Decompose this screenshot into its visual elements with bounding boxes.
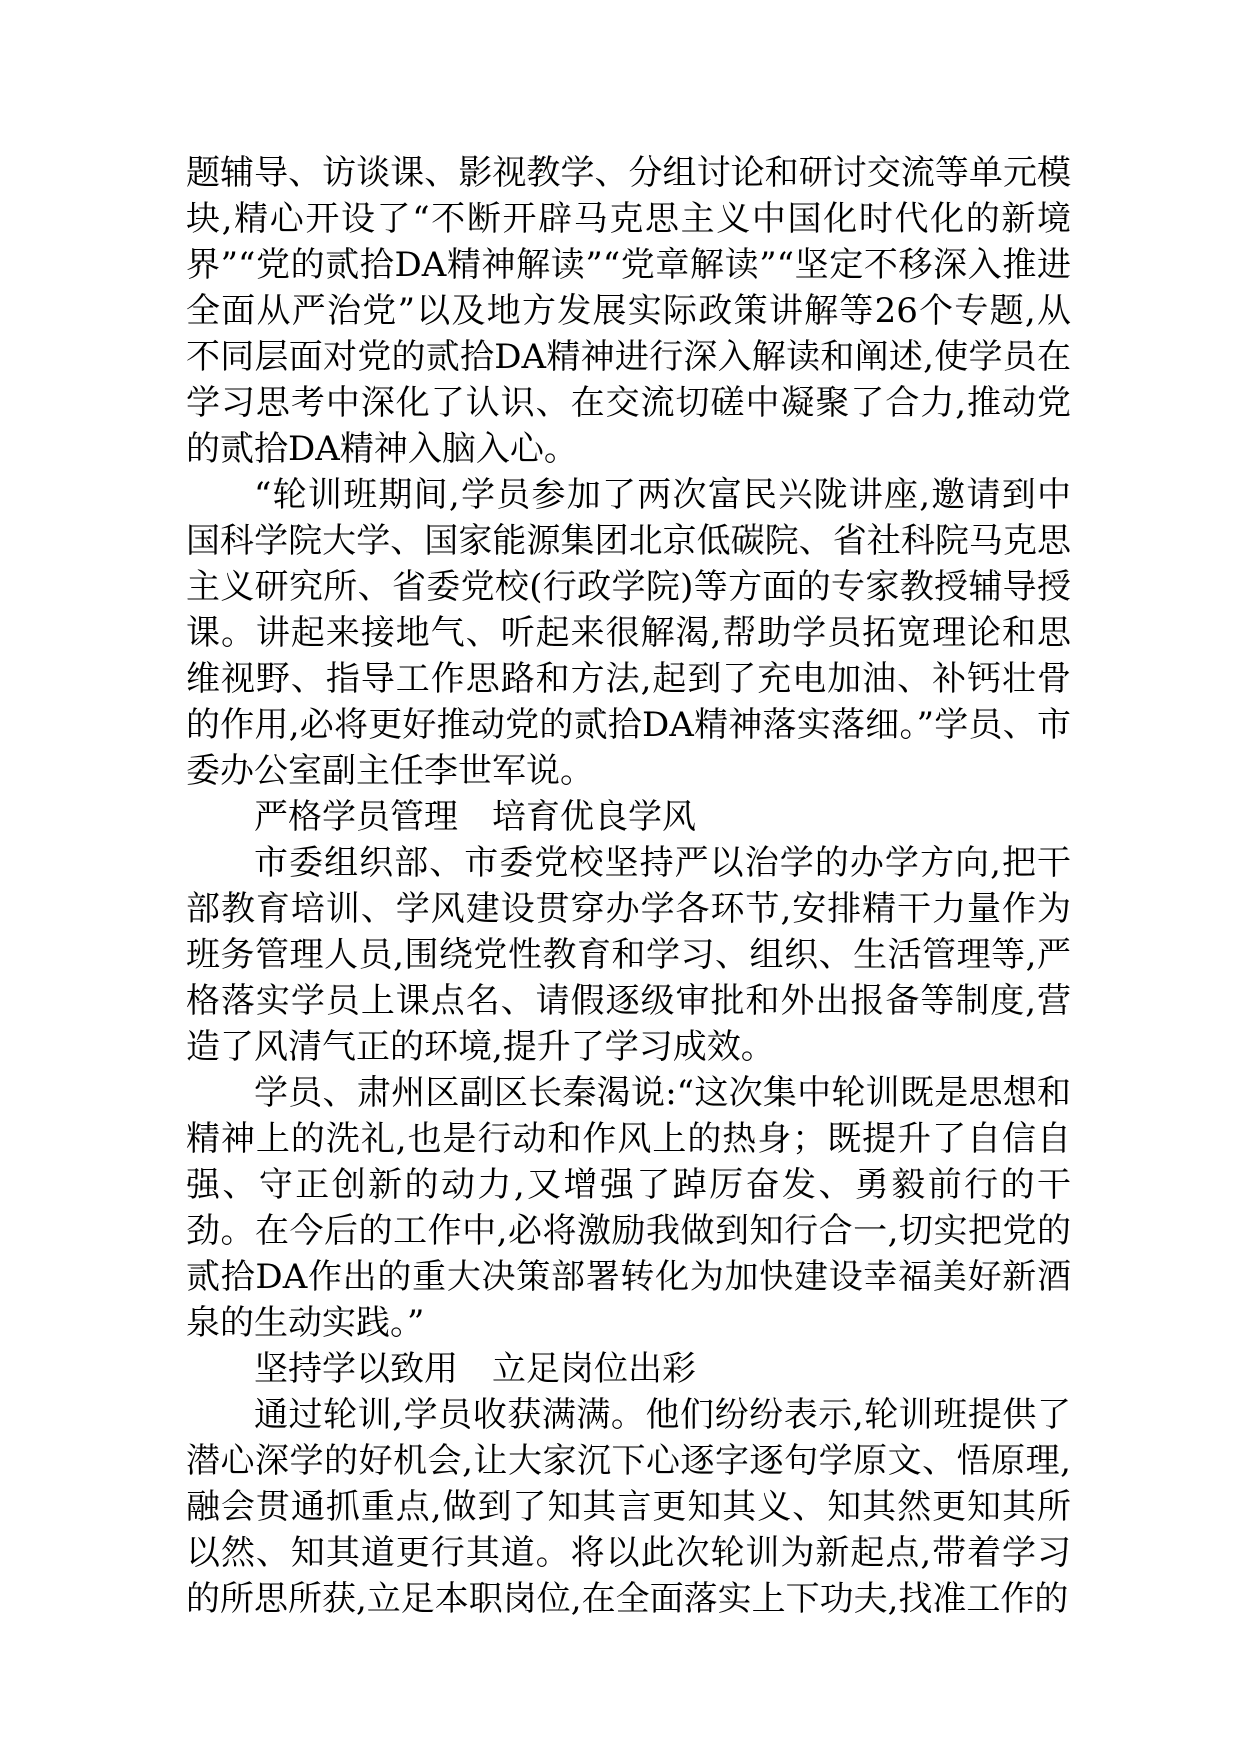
section-heading-application: 坚持学以致用 立足岗位出彩 (254, 1349, 696, 1389)
paragraph-modules: 题辅导、访谈课、影视教学、分组讨论和研讨交流等单元模块,精心开设了“不断开辟马克思主义中国化时代化的新境界”“党的贰拾DA精神解读”“党章解读”“坚定不移深入推进全面从严治党”以及地方发展实际政策讲解等26个专题,从不同层面对党的贰拾DA精神进行深入解读和阐述,使学员在学习思考中深化了认识、在交流切磋中凝聚了合力,推动党的贰拾DA精神入脑入心。 (186, 153, 1071, 469)
document-body (186, 150, 1071, 1622)
paragraph-lectures-quote: “轮训班期间,学员参加了两次富民兴陇讲座,邀请到中国科学院大学、国家能源集团北京低碳院、省社科院马克思主义研究所、省委党校(行政学院)等方面的专家教授辅导授课。讲起来接地气、听起来很解渴,帮助学员拓宽理论和思维视野、指导工作思路和方法,起到了充电加油、补钙壮骨的作用,必将更好推动党的贰拾DA精神落实落细。”学员、市委办公室副主任李世军说。 (186, 475, 1071, 791)
paragraph-management: 市委组织部、市委党校坚持严以治学的办学方向,把干部教育培训、学风建设贯穿办学各环节,安排精干力量作为班务管理人员,围绕党性教育和学习、组织、生活管理等,严格落实学员上课点名、请假逐级审批和外出报备等制度,营造了风清气正的环境,提升了学习成效。 (186, 843, 1071, 1067)
paragraph-gains: 通过轮训,学员收获满满。他们纷纷表示,轮训班提供了潜心深学的好机会,让大家沉下心逐字逐句学原文、悟原理,融会贯通抓重点,做到了知其言更知其义、知其然更知其所以然、知其道更行其道。将以此次轮训为新起点,带着学习的所思所获,立足本职岗位,在全面落实上下功夫,找准工作的 (186, 1395, 1071, 1619)
section-heading-management: 严格学员管理 培育优良学风 (254, 797, 696, 837)
paragraph-student-quote: 学员、肃州区副区长秦渴说:“这次集中轮训既是思想和精神上的洗礼,也是行动和作风上的热身；既提升了自信自强、守正创新的动力,又增强了踔厉奋发、勇毅前行的干劲。在今后的工作中,必将激励我做到知行合一,切实把党的贰拾DA作出的重大决策部署转化为加快建设幸福美好新酒泉的生动实践。” (186, 1073, 1071, 1343)
